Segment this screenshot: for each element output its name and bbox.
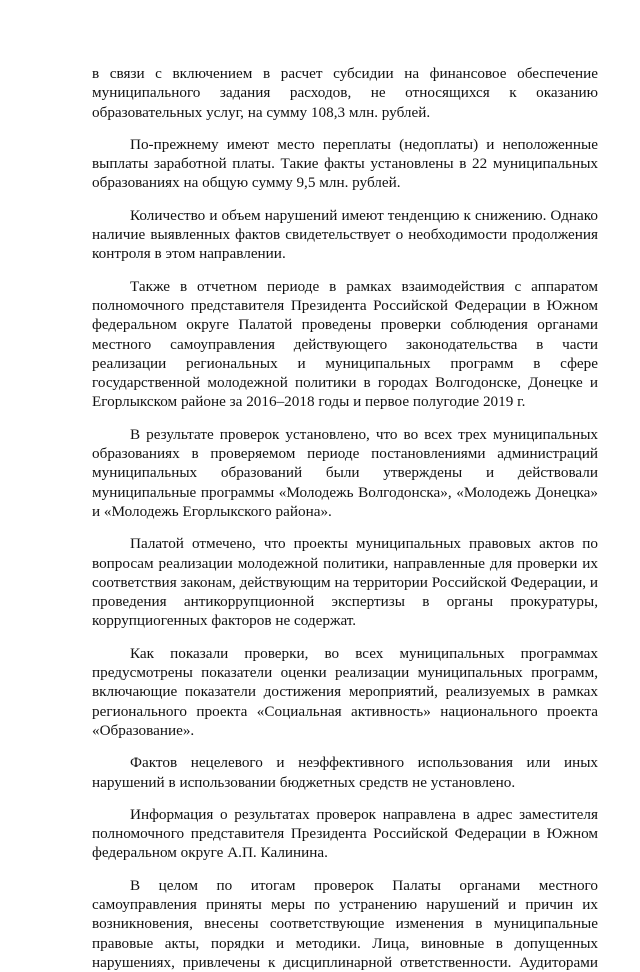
paragraph-audit-results: В результате проверок установлено, что во всех трех муниципальных образованиях в проверяемом периоде постановлениями администраций муниципальных образований были утверждены и действовали муниципальные программы «Молодежь Волгодонска», «Молодежь Донецка» и «Молодежь Егорлыкского района». xyxy=(92,425,598,520)
paragraph-overpayments: По-прежнему имеют место переплаты (недоплаты) и неположенные выплаты заработной платы. Такие факты установлены в 22 муниципальных образованиях на общую сумму 9,5 млн. рублей. xyxy=(92,135,598,192)
paragraph-anticorruption: Палатой отмечено, что проекты муниципальных правовых актов по вопросам реализации молодежной политики, направленные для проверки их соответствия законам, действующим на территории Российской Федерации, и проведения антикоррупционной экспертизы в органы прокуратуры, коррупциогенных факторов не содержат. xyxy=(92,535,598,630)
paragraph-program-indicators: Как показали проверки, во всех муниципальных программах предусмотрены показатели оценки реализации муниципальных программ, включающие показатели достижения мероприятий, реализуемых в рамках регионального проекта «Социальная активность» национального проекта «Образование». xyxy=(92,644,598,739)
paragraph-measures-taken: В целом по итогам проверок Палаты органами местного самоуправления приняты меры по устранению нарушений и причин их возникновения, внесены соответствующие изменения в муниципальные правовые акты, порядки и методики. Лица, виновные в допущенных нарушениях, привлечены к дисциплинарной ответственности. Аудиторами xyxy=(92,876,598,971)
paragraph-youth-policy-audits: Также в отчетном периоде в рамках взаимодействия с аппаратом полномочного представителя Президента Российской Федерации в Южном федеральном округе Палатой проведены проверки соблюдения органами местного самоуправления действующего законодательства в части реализации региональных и муниципальных программ в сфере государственной молодежной политики в городах Волгодонске, Донецке и Егорлыкском районе за 2016–2018 годы и первое полугодие 2019 г. xyxy=(92,277,598,411)
document-page xyxy=(92,64,598,972)
paragraph-continuation: в связи с включением в расчет субсидии на финансовое обеспечение муниципального задания расходов, не относящихся к оказанию образовательных услуг, на сумму 108,3 млн. рублей. xyxy=(92,65,598,121)
paragraph-information-sent: Информация о результатах проверок направлена в адрес заместителя полномочного представителя Президента Российской Федерации в Южном федеральном округе А.П. Калинина. xyxy=(92,805,598,862)
paragraph-no-misuse: Фактов нецелевого и неэффективного использования или иных нарушений в использовании бюджетных средств не установлено. xyxy=(92,754,598,791)
paragraph-violations-trend: Количество и объем нарушений имеют тенденцию к снижению. Однако наличие выявленных фактов свидетельствует о необходимости продолжения контроля в этом направлении. xyxy=(92,206,598,263)
